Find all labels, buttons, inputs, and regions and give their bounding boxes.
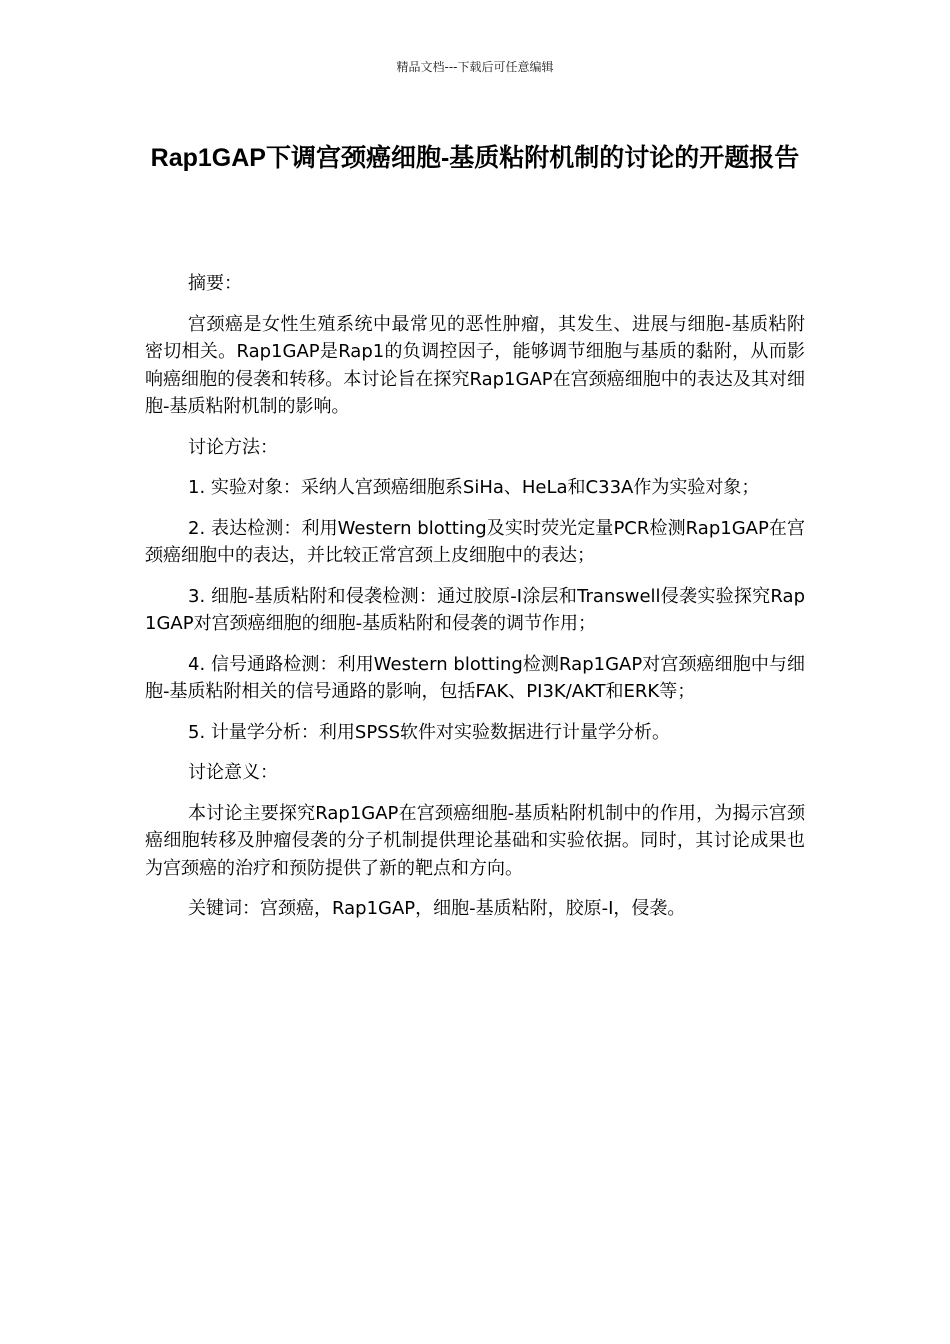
- abstract-heading: 摘要：: [188, 273, 242, 294]
- document-title: Rap1GAP下调宫颈癌细胞-基质粘附机制的讨论的开题报告: [150, 144, 800, 172]
- significance-paragraph: 本讨论主要探究Rap1GAP在宫颈癌细胞-基质粘附机制中的作用，为揭示宫颈癌细胞转移及肿瘤侵袭的分子机制提供理论基础和实验依据。同时，其讨论成果也为宫颈癌的治疗和预防提供了新的靶点和方向。: [145, 802, 805, 879]
- header-note: 精品文档---下载后可任意编辑: [396, 60, 554, 74]
- method-item-2: 2. 表达检测：利用Western blotting及实时荧光定量PCR检测Rap1GAP在宫颈癌细胞中的表达，并比较正常宫颈上皮细胞中的表达；: [145, 517, 805, 566]
- keywords-line: 关键词：宫颈癌，Rap1GAP，细胞-基质粘附，胶原-I，侵袭。: [188, 898, 686, 919]
- significance-heading: 讨论意义：: [188, 762, 278, 783]
- document-body: [145, 270, 805, 936]
- method-item-5: 5. 计量学分析：利用SPSS软件对实验数据进行计量学分析。: [188, 721, 671, 743]
- method-item-1: 1. 实验对象：采纳人宫颈癌细胞系SiHa、HeLa和C33A作为实验对象；: [188, 477, 760, 498]
- method-item-3: 3. 细胞-基质粘附和侵袭检测：通过胶原-I涂层和Transwell侵袭实验探究Rap1GAP对宫颈癌细胞的细胞-基质粘附和侵袭的调节作用；: [145, 585, 805, 634]
- method-item-4: 4. 信号通路检测：利用Western blotting检测Rap1GAP对宫颈癌细胞中与细胞-基质粘附相关的信号通路的影响，包括FAK、PI3K/AKT和ERK等；: [145, 653, 805, 702]
- methods-heading: 讨论方法：: [188, 436, 278, 458]
- abstract-paragraph: 宫颈癌是女性生殖系统中最常见的恶性肿瘤，其发生、进展与细胞-基质粘附密切相关。Rap1GAP是Rap1的负调控因子，能够调节细胞与基质的黏附，从而影响癌细胞的侵袭和转移。本讨论旨在探究Rap1GAP在宫颈癌细胞中的表达及其对细胞-基质粘附机制的影响。: [145, 313, 805, 417]
